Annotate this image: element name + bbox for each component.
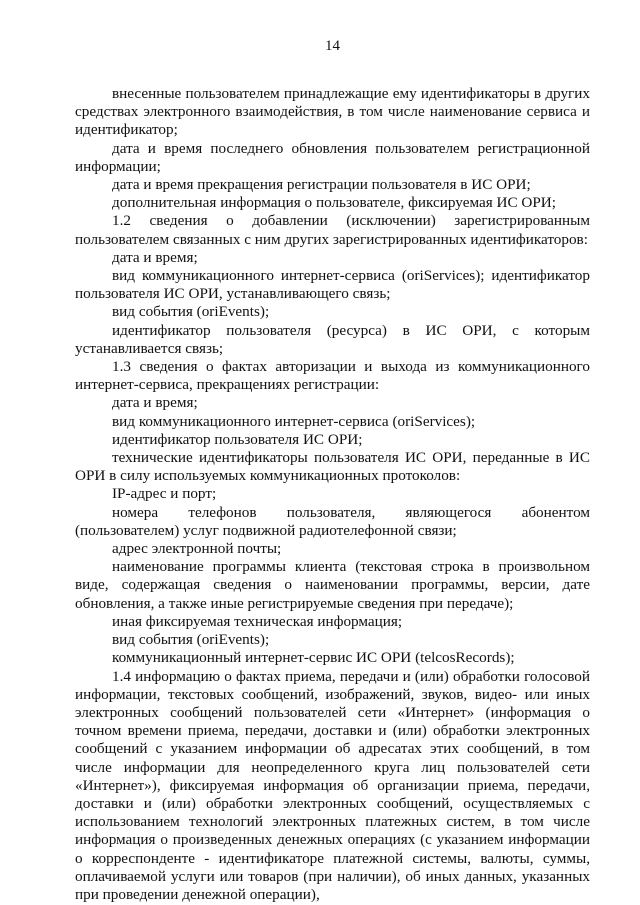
paragraph: внесенные пользователем принадлежащие ему идентификаторы в других средствах электронного взаимодействия, в том числе наименование сервиса и идентификатор;: [75, 85, 590, 139]
paragraph: 1.3 сведения о фактах авторизации и выхода из коммуникационного интернет-сервиса, прекращениях регистрации:: [75, 358, 590, 394]
paragraph: технические идентификаторы пользователя ИС ОРИ, переданные в ИС ОРИ в силу используемых коммуникационных протоколов:: [75, 449, 590, 485]
paragraph: дополнительная информация о пользователе, фиксируемая ИС ОРИ;: [112, 194, 556, 212]
paragraph: вид события (oriEvents);: [112, 303, 270, 321]
paragraph: номера телефонов пользователя, являющегося абонентом (пользователем) услуг подвижной радиотелефонной связи;: [75, 503, 590, 539]
paragraph: коммуникационный интернет-сервис ИС ОРИ (telcosRecords);: [112, 649, 515, 667]
paragraph: адрес электронной почты;: [112, 540, 282, 558]
paragraph: вид события (oriEvents);: [112, 631, 270, 649]
paragraph: наименование программы клиента (текстовая строка в произвольном виде, содержащая сведения о наименовании программы, версии, дате обновления, а также иные регистрируемые сведения при передаче);: [75, 558, 590, 612]
page-number: 14: [325, 38, 340, 54]
paragraph: идентификатор пользователя ИС ОРИ;: [112, 430, 363, 448]
paragraph: вид коммуникационного интернет-сервиса (oriServices); идентификатор пользователя ИС ОРИ, устанавливающего связь;: [75, 267, 590, 303]
paragraph: вид коммуникационного интернет-сервиса (oriServices);: [112, 412, 476, 430]
paragraph: 1.4 информацию о фактах приема, передачи и (или) обработки голосовой информации, текстовых сообщений, изображений, звуков, видео- или иных электронных сообщений пользователей сети «Интернет» (информация о точном времени приема, передачи, доставки и (или) обработки электронных сообщений с указанием информации об адресатах этих сообщений, в том числе информации для неопределенного круга лиц пользователей сети «Интернет»), фиксируемая информация об организации приема, передачи, доставки и (или) обработки электронных сообщений, осуществляемых с использованием технологий электронных платежных систем, в том числе информация о произведенных денежных операциях (с указанием информации о корреспонденте - идентификаторе платежной системы, валюты, суммы, оплачиваемой услуги или товаров (при наличии), об иных данных, указанных при проведении денежной операции),: [75, 667, 590, 903]
paragraph: дата и время;: [112, 394, 198, 412]
paragraph: IP-адрес и порт;: [112, 485, 217, 503]
document-body: [75, 85, 590, 904]
paragraph: иная фиксируемая техническая информация;: [112, 612, 403, 630]
paragraph: дата и время прекращения регистрации пользователя в ИС ОРИ;: [112, 176, 531, 194]
paragraph: дата и время;: [112, 248, 198, 266]
paragraph: 1.2 сведения о добавлении (исключении) зарегистрированным пользователем связанных с ним других зарегистрированных идентификаторов:: [75, 212, 590, 248]
paragraph: дата и время последнего обновления пользователем регистрационной информации;: [75, 139, 590, 175]
paragraph: идентификатор пользователя (ресурса) в ИС ОРИ, с которым устанавливается связь;: [75, 321, 590, 357]
